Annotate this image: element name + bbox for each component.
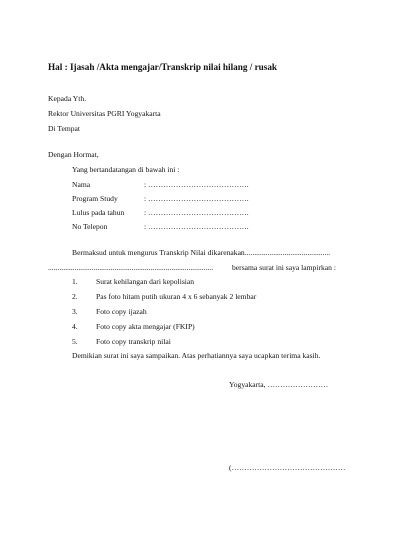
field-value-lulus-tahun: : …………………………………. [144, 208, 249, 217]
place-date: Yogyakarta, …………………… [229, 380, 329, 389]
attachment-item: Foto copy ijazah [96, 307, 147, 316]
recipient-line-2: Rektor Universitas PGRI Yogyakarta [48, 109, 161, 118]
attachment-item: Foto copy akta mengajar (FKIP) [96, 322, 195, 331]
closing-text: Demikian surat ini saya sampaikan. Atas perhatiannya saya ucapkan terima kasih. [72, 351, 321, 360]
attachment-number: 4. [72, 322, 78, 331]
attachment-number: 2. [72, 292, 78, 301]
field-label-program-study: Program Study [72, 194, 118, 203]
signature-line: (……………………………………… [229, 463, 346, 472]
field-label-nama: Nama [72, 180, 91, 189]
attachment-number: 1. [72, 277, 78, 286]
attachment-item: Pas foto hitam putih ukuran 4 x 6 sebanyak 2 lembar [96, 292, 257, 301]
attachment-item: Surat kehilangan dari kepolisian [96, 277, 195, 286]
field-value-nama: : …………………………………. [144, 180, 249, 189]
field-value-no-telepon: : …………………………………. [144, 222, 249, 231]
recipient-line-3: Di Tempat [48, 124, 81, 133]
purpose-line-2-dots: ....................................................................................... [48, 263, 214, 272]
intro-text: Yang bertandatangan di bawah ini : [72, 165, 180, 174]
attachment-number: 3. [72, 307, 78, 316]
field-value-program-study: : …………………………………. [144, 194, 249, 203]
greeting: Dengan Hormat, [48, 150, 99, 159]
field-label-lulus-tahun: Lulus pada tahun [72, 208, 125, 217]
purpose-line-1: Bermaksud untuk mengurus Transkrip Nilai dikarenakan............................................. [72, 248, 331, 257]
attachment-item: Foto copy transkrip nilai [96, 337, 171, 346]
recipient-line-1: Kepada Yth. [48, 94, 87, 103]
attachment-number: 5. [72, 337, 78, 346]
field-label-no-telepon: No Telepon [72, 222, 108, 231]
purpose-line-2-text: bersama surat ini saya lampirkan : [232, 263, 336, 272]
letter-title: Hal : Ijasah /Akta mengajar/Transkrip nilai hilang / rusak [48, 62, 278, 72]
